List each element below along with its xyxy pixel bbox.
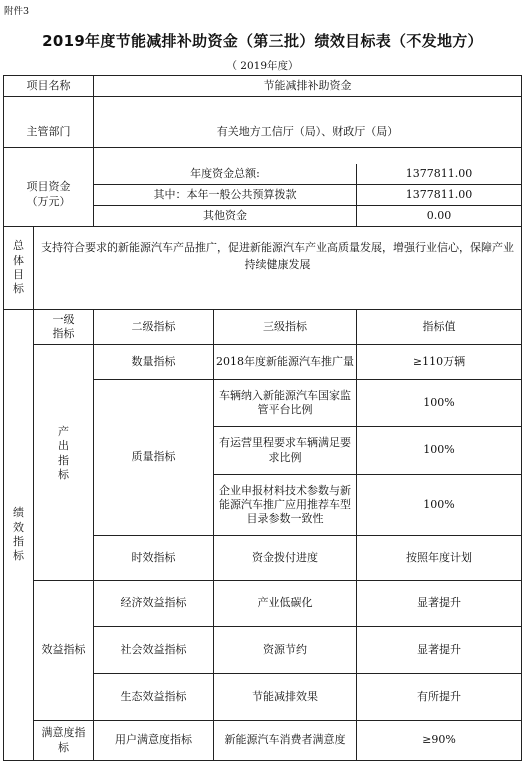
quantity-label: 数量指标 (94, 345, 214, 380)
department-label: 主管部门 (4, 118, 94, 148)
quantity-item: 2018年度新能源汽车推广量 (214, 345, 357, 380)
quality-item-1: 车辆纳入新能源汽车国家监管平台比例 (214, 380, 357, 427)
timeliness-value: 按照年度计划 (357, 536, 522, 581)
quality-item-3: 企业申报材料技术参数与新能源汽车推广应用推荐车型目录参数一致性 (214, 475, 357, 536)
social-label: 社会效益指标 (94, 627, 214, 674)
row-overall-goal (4, 227, 522, 310)
performance-target-table (3, 75, 522, 761)
department-value: 有关地方工信厅（局）、财政厅（局） (94, 118, 522, 148)
project-name-label: 项目名称 (4, 76, 94, 97)
annex-label: 附件3 (4, 6, 30, 17)
user-satisfaction-label: 用户满意度指标 (94, 721, 214, 761)
funds-label: 项目资金 （万元） (4, 164, 94, 227)
funds-budget-label: 其中：本年一般公共预算拨款 (94, 185, 357, 206)
row-spacer (4, 97, 522, 118)
social-value: 显著提升 (357, 627, 522, 674)
funds-budget-value: 1377811.00 (357, 185, 522, 206)
quality-value-1: 100% (357, 380, 522, 427)
quality-item-2: 有运营里程要求车辆满足要求比例 (214, 427, 357, 475)
page-title: 2019年度节能减排补助资金（第三批）绩效目标表（不发地方） (42, 32, 483, 50)
quality-value-3: 100% (357, 475, 522, 536)
quantity-value: ≥110万辆 (357, 345, 522, 380)
head-level3: 三级指标 (214, 310, 357, 345)
economic-value: 显著提升 (357, 581, 522, 627)
timeliness-label: 时效指标 (94, 536, 214, 581)
overall-goal-text: 支持符合要求的新能源汽车产品推广，促进新能源汽车产业高质量发展，增强行业信心，保障产业持续健康发展 (34, 227, 522, 310)
funds-other-label: 其他资金 (94, 206, 357, 227)
economic-label: 经济效益指标 (94, 581, 214, 627)
quality-value-2: 100% (357, 427, 522, 475)
funds-total-label: 年度资金总额: (94, 164, 357, 185)
row-satisfaction (4, 721, 522, 761)
head-level2: 二级指标 (94, 310, 214, 345)
ecological-value: 有所提升 (357, 674, 522, 721)
overall-goal-label: 总 体 目 标 (4, 227, 34, 310)
ecological-label: 生态效益指标 (94, 674, 214, 721)
social-item: 资源节约 (214, 627, 357, 674)
benefit-indicator-label: 效益指标 (34, 581, 94, 721)
output-indicator-label: 产 出 指 标 (34, 345, 94, 581)
funds-total-value: 1377811.00 (357, 164, 522, 185)
row-project-name (4, 76, 522, 97)
quality-label: 质量指标 (94, 380, 214, 536)
row-quantity (4, 345, 522, 380)
timeliness-item: 资金拨付进度 (214, 536, 357, 581)
head-value: 指标值 (357, 310, 522, 345)
row-indicator-head (4, 310, 522, 345)
row-funds-spacer (4, 148, 522, 164)
user-satisfaction-item: 新能源汽车消费者满意度 (214, 721, 357, 761)
indicators-section-label: 绩 效 指 标 (4, 310, 34, 761)
ecological-item: 节能减排效果 (214, 674, 357, 721)
row-funds-total (4, 164, 522, 185)
row-department (4, 118, 522, 148)
satisfaction-indicator-label: 满意度指 标 (34, 721, 94, 761)
project-name-value: 节能减排补助资金 (94, 76, 522, 97)
year-label: （ 2019年度） (226, 60, 299, 72)
user-satisfaction-value: ≥90% (357, 721, 522, 761)
head-level1: 一级 指标 (34, 310, 94, 345)
economic-item: 产业低碳化 (214, 581, 357, 627)
row-economic (4, 581, 522, 627)
funds-other-value: 0.00 (357, 206, 522, 227)
